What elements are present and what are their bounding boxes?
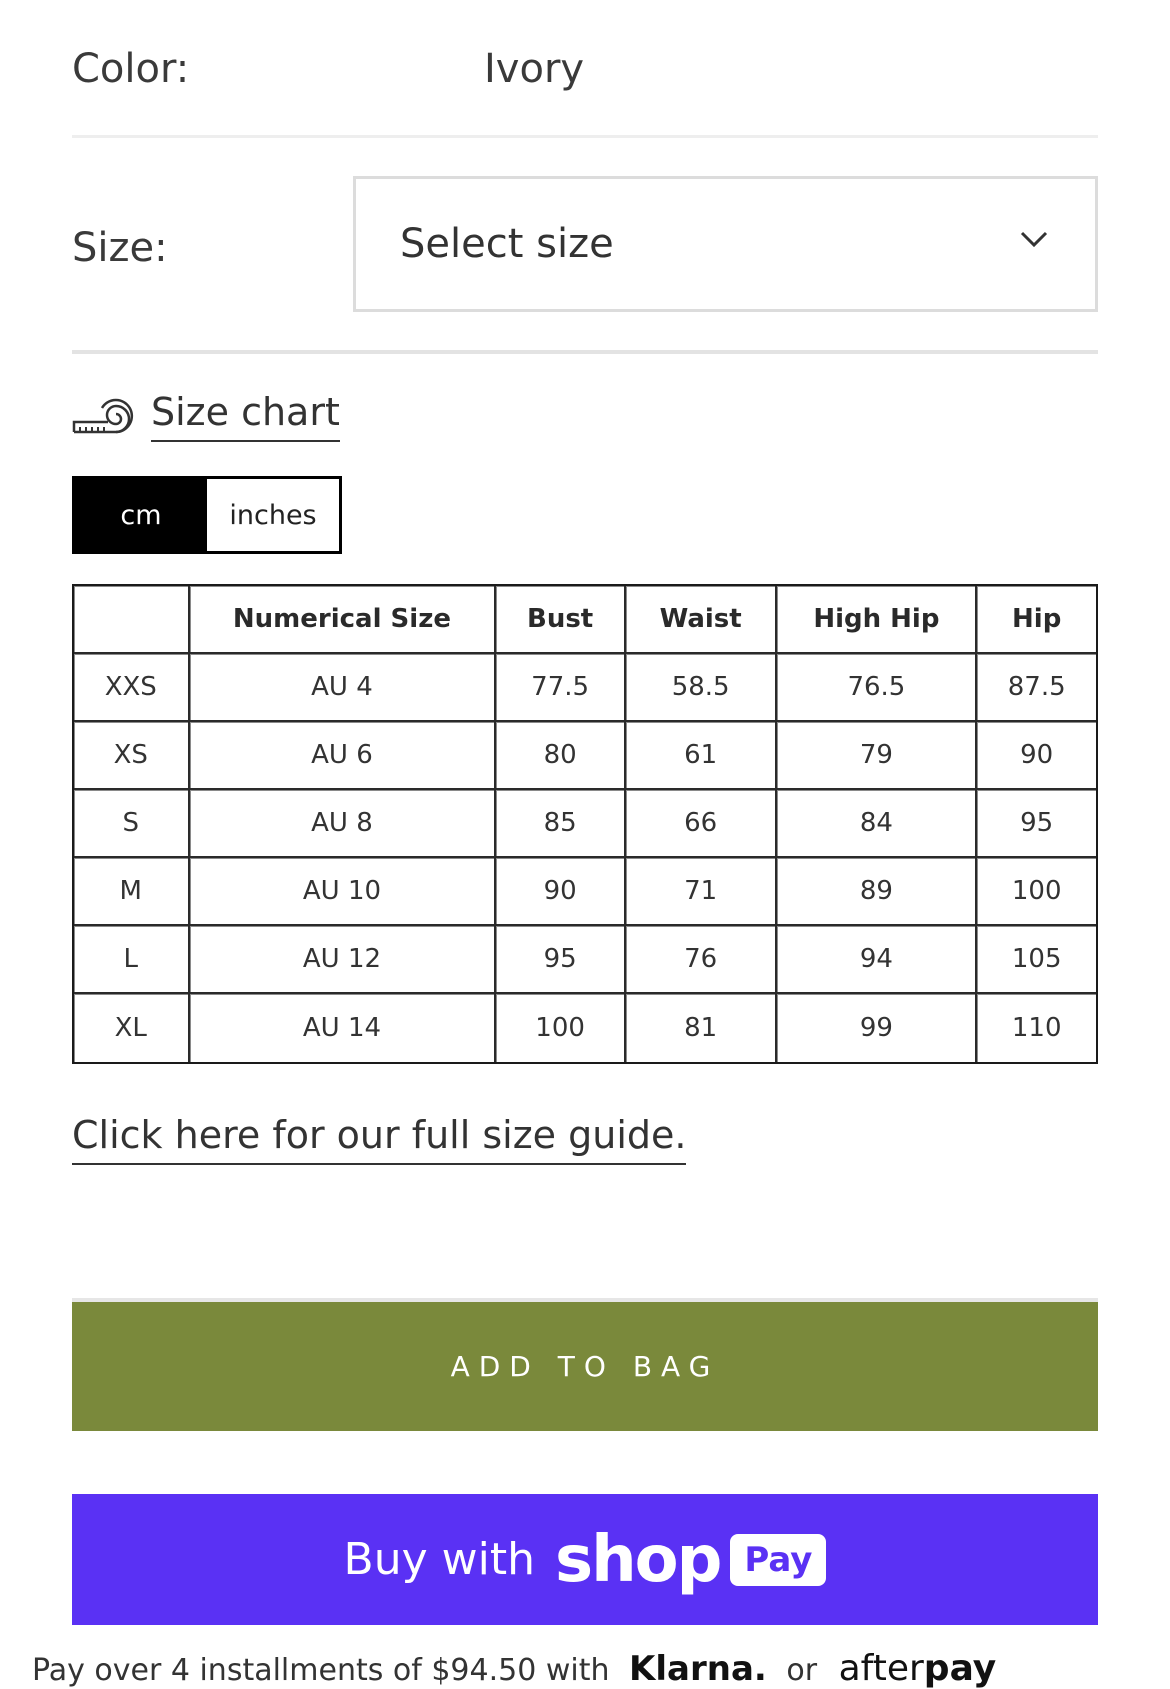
table-row (74, 926, 1096, 994)
table-cell: XXS (74, 654, 190, 722)
table-row (74, 722, 1096, 790)
table-cell: 100 (496, 994, 626, 1062)
table-cell: 76 (626, 926, 777, 994)
size-chart-label: Size chart (151, 390, 340, 442)
table-cell: 89 (777, 858, 977, 926)
table-row (74, 858, 1096, 926)
shop-pay-buy-label: Buy with (343, 1534, 535, 1585)
table-cell: 79 (777, 722, 977, 790)
installments-prefix: Pay over 4 installments of $94.50 with (32, 1653, 610, 1688)
table-cell: L (74, 926, 190, 994)
table-header: Waist (626, 586, 777, 654)
table-cell: AU 14 (190, 994, 497, 1062)
pay-badge: Pay (730, 1534, 826, 1586)
color-value: Ivory (484, 46, 585, 92)
table-cell: 80 (496, 722, 626, 790)
table-cell: 87.5 (977, 654, 1096, 722)
table-cell: 84 (777, 790, 977, 858)
chevron-down-icon (1019, 229, 1049, 249)
table-cell: 99 (777, 994, 977, 1062)
add-to-bag-label: ADD TO BAG (450, 1350, 720, 1383)
table-cell: M (74, 858, 190, 926)
size-table (72, 584, 1098, 1064)
afterpay-logo-b: pay (923, 1648, 997, 1689)
table-header-row (74, 586, 1096, 654)
table-row (74, 654, 1096, 722)
table-cell: 90 (977, 722, 1096, 790)
table-cell: 76.5 (777, 654, 977, 722)
table-cell: 66 (626, 790, 777, 858)
klarna-logo[interactable]: Klarna. (629, 1649, 767, 1689)
full-size-guide-link[interactable]: Click here for our full size guide. (72, 1113, 686, 1165)
table-cell: 94 (777, 926, 977, 994)
table-cell: 105 (977, 926, 1096, 994)
table-cell: AU 6 (190, 722, 497, 790)
table-cell: 110 (977, 994, 1096, 1062)
table-cell: AU 10 (190, 858, 497, 926)
table-cell: 85 (496, 790, 626, 858)
table-cell: 95 (496, 926, 626, 994)
table-cell: 71 (626, 858, 777, 926)
size-select[interactable] (353, 176, 1098, 312)
afterpay-logo-a: after (838, 1648, 924, 1689)
table-cell: AU 12 (190, 926, 497, 994)
table-cell: S (74, 790, 190, 858)
color-label: Color: (72, 46, 190, 92)
installments-or: or (786, 1653, 818, 1688)
unit-cm-button[interactable]: cm (75, 479, 207, 551)
unit-inches-button[interactable]: inches (207, 479, 339, 551)
size-select-placeholder: Select size (400, 221, 614, 267)
table-cell: 58.5 (626, 654, 777, 722)
add-to-bag-button[interactable] (72, 1298, 1098, 1431)
table-header: Hip (977, 586, 1096, 654)
size-row (72, 138, 1098, 354)
table-cell: 77.5 (496, 654, 626, 722)
table-cell: 61 (626, 722, 777, 790)
shop-pay-button[interactable] (72, 1494, 1098, 1625)
table-header: High Hip (777, 586, 977, 654)
table-cell: AU 8 (190, 790, 497, 858)
table-row (74, 994, 1096, 1062)
size-label: Size: (72, 225, 168, 271)
installments-text (32, 1648, 996, 1689)
table-cell: 81 (626, 994, 777, 1062)
table-cell: AU 4 (190, 654, 497, 722)
shop-logo: shop (554, 1522, 721, 1597)
table-cell: 100 (977, 858, 1096, 926)
table-cell: XL (74, 994, 190, 1062)
table-header (74, 586, 190, 654)
table-cell: 90 (496, 858, 626, 926)
unit-toggle (72, 476, 342, 554)
afterpay-logo[interactable] (839, 1648, 997, 1689)
table-cell: XS (74, 722, 190, 790)
color-row (72, 0, 1098, 138)
table-row (74, 790, 1096, 858)
table-header: Numerical Size (190, 586, 497, 654)
table-header: Bust (496, 586, 626, 654)
table-cell: 95 (977, 790, 1096, 858)
measuring-tape-icon (72, 396, 134, 436)
